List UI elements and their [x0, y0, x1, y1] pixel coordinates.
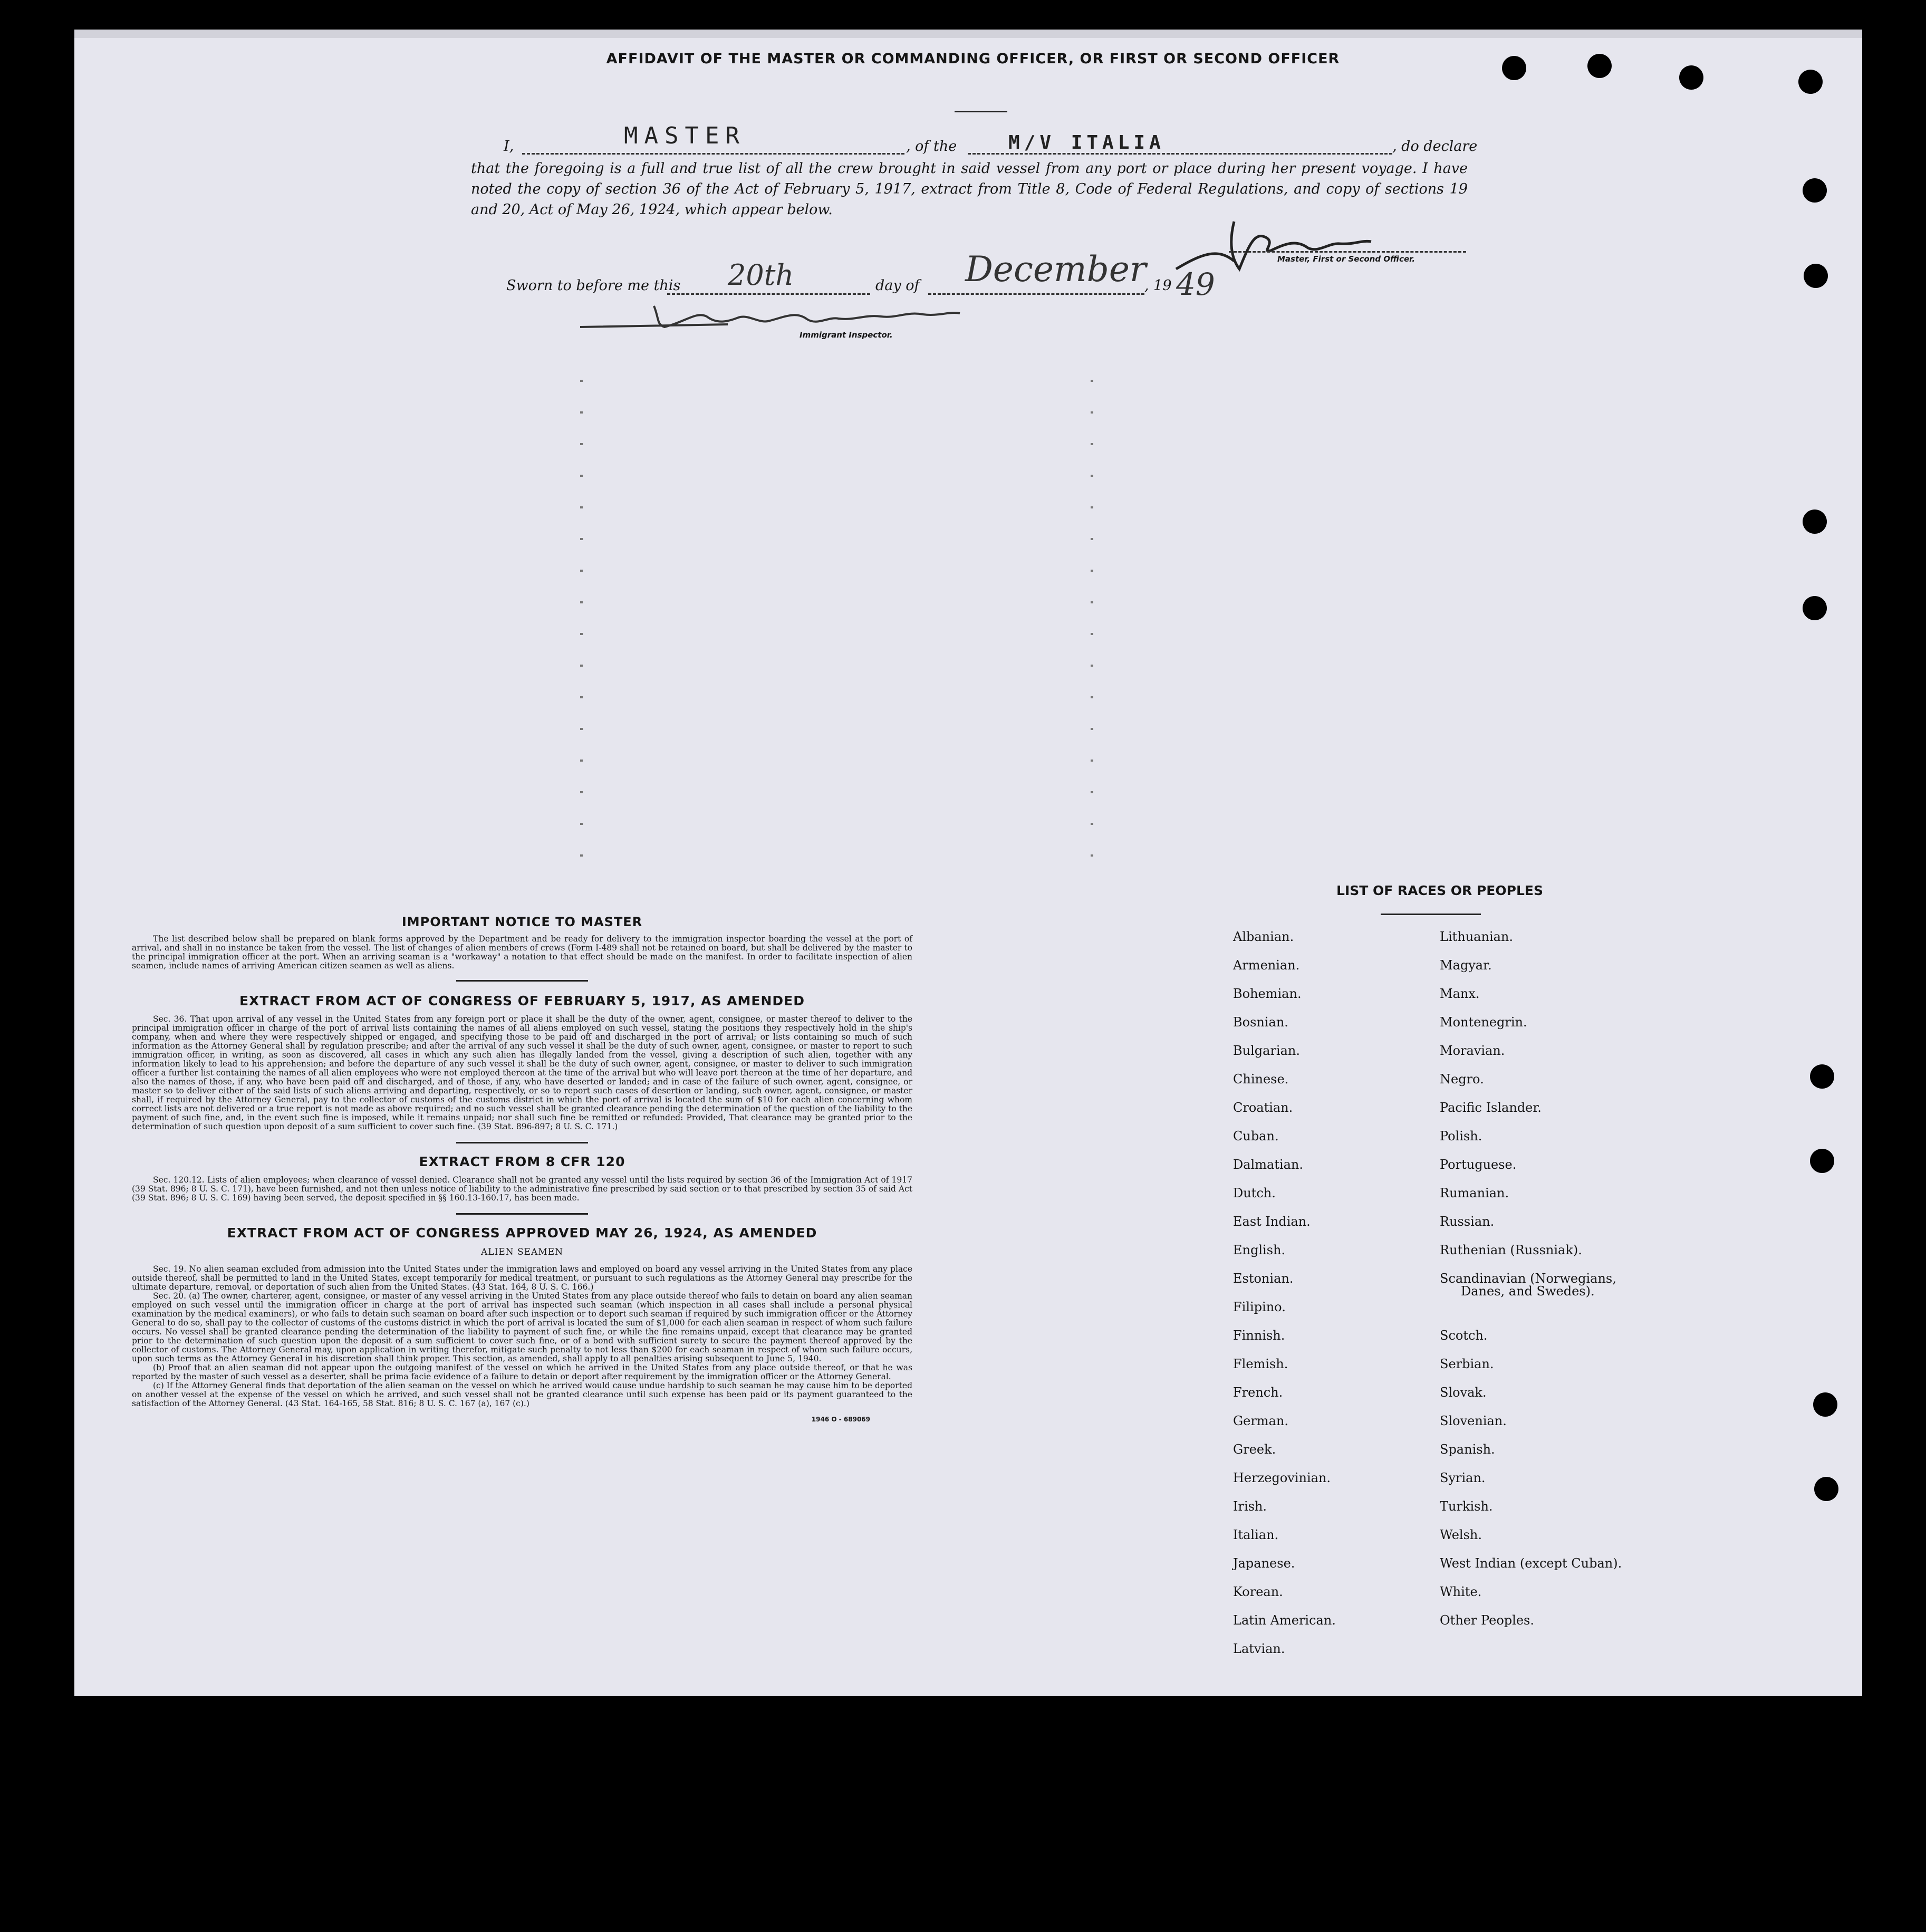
punch-hole	[1803, 178, 1827, 203]
page-top-edge	[74, 30, 1862, 38]
punch-hole	[1803, 596, 1827, 620]
master-signature	[1171, 211, 1392, 274]
race-item: Ruthenian (Russniak).	[1440, 1243, 1582, 1257]
race-item: Scotch.	[1440, 1328, 1488, 1343]
race-item: Manx.	[1440, 986, 1480, 1001]
section-divider	[456, 1142, 588, 1143]
race-item: Greek.	[1233, 1442, 1276, 1457]
column-guide-tick	[580, 380, 583, 382]
race-item: East Indian.	[1233, 1214, 1311, 1229]
sec-20a-paragraph: Sec. 20. (a) The owner, charterer, agent, consignee, or master of any vessel arriving in the United States from any place outside thereof who fails to detain on board any alien seaman employed on such vessel until the immigration officer in charge at the port of arrival has inspected such seaman (which inspection in all cases shall include a personal physical examination by the medical examiners), or who fails to detain such seaman on board after such inspection or to deport such seaman if required by such immigration officer or the Attorney General to do so, shall pay to the collector of customs of the customs district in which the port of arrival is located the sum of $1,000 for each alien seaman in respect of whom such failure occurs. No vessel shall be granted clearance pending the determination of the liability to payment of such fine, or while the fine remains unpaid, except that clearance may be granted prior to the determination of such question upon the deposit of a sum sufficient to cover such fine, or of a bond with sufficient surety to secure the payment thereof approved by the collector of customs. The Attorney General may, upon application in writing therefor, mitigate such penalty to not less than $200 for each seaman in respect of whom such failure occurs, upon such terms as the Attorney General in his discretion shall think proper. This section, as amended, shall apply to all penalties arising subsequent to June 5, 1940.	[132, 1291, 912, 1363]
print-code: 1946 O - 689069	[811, 1416, 870, 1423]
alien-seamen-subtitle: ALIEN SEAMEN	[481, 1247, 563, 1257]
punch-hole	[1679, 65, 1703, 90]
races-title-rule	[1381, 914, 1481, 915]
punch-hole	[1810, 1149, 1834, 1173]
race-item: Scandinavian (Norwegians,	[1440, 1271, 1616, 1286]
column-guide-tick	[1091, 601, 1093, 603]
race-item: Spanish.	[1440, 1442, 1495, 1457]
affidavit-title: AFFIDAVIT OF THE MASTER OR COMMANDING OFFICER, OR FIRST OR SECOND OFFICER	[606, 51, 1340, 67]
race-item: Japanese.	[1233, 1556, 1295, 1571]
race-item: Flemish.	[1233, 1357, 1288, 1371]
race-item: Chinese.	[1233, 1072, 1289, 1087]
extract-cfr-title: EXTRACT FROM 8 CFR 120	[419, 1154, 625, 1169]
of-the-label: , of the	[906, 138, 957, 155]
race-item: English.	[1233, 1243, 1286, 1257]
race-item: Polish.	[1440, 1129, 1482, 1143]
race-item: Bohemian.	[1233, 986, 1302, 1001]
master-dotline	[522, 153, 904, 155]
notice-title: IMPORTANT NOTICE TO MASTER	[401, 915, 643, 929]
punch-hole	[1813, 1392, 1837, 1417]
extract-1917-body	[132, 1015, 912, 1131]
column-guide-tick	[580, 411, 583, 414]
race-item: Croatian.	[1233, 1100, 1293, 1115]
column-guide-tick	[1091, 665, 1093, 667]
extract-cfr-body	[132, 1176, 912, 1203]
column-guide-tick	[580, 823, 583, 825]
punch-hole	[1587, 54, 1612, 78]
sworn-year-value: 49	[1176, 266, 1215, 302]
column-guide-tick	[1091, 760, 1093, 762]
punch-hole	[1814, 1477, 1838, 1501]
race-item: Welsh.	[1440, 1527, 1482, 1542]
notice-paragraph: The list described below shall be prepared on blank forms approved by the Department and be ready for delivery to the immigration inspector boarding the vessel at the port of arrival, and shall in no instance be taken from the vessel. The list of changes of alien members of crews (Form I-489 shall not be retained on board, but shall be delivered by the master to the principal immigration officer at the port. When an arriving seaman is a "workaway" a notation to that effect should be made on the manifest. In order to facilitate inspection of alien seamen, include names of arriving American citizen seamen as well as aliens.	[132, 934, 912, 970]
column-guide-tick	[580, 443, 583, 445]
race-item: Negro.	[1440, 1072, 1484, 1087]
races-title: LIST OF RACES OR PEOPLES	[1336, 883, 1543, 898]
inspector-label: Immigrant Inspector.	[800, 330, 893, 340]
race-item: Montenegrin.	[1440, 1015, 1527, 1030]
do-declare-label: , do declare	[1392, 138, 1478, 155]
race-item: Korean.	[1233, 1584, 1283, 1599]
race-item: Turkish.	[1440, 1499, 1493, 1514]
race-item: Danes, and Swedes).	[1461, 1284, 1595, 1299]
master-signature-label: Master, First or Second Officer.	[1277, 254, 1415, 264]
master-field-value: MASTER	[624, 122, 746, 149]
column-guide-tick	[580, 538, 583, 540]
race-item: Pacific Islander.	[1440, 1100, 1542, 1115]
column-guide-tick	[1091, 475, 1093, 477]
race-item: German.	[1233, 1414, 1288, 1428]
race-item: Dutch.	[1233, 1186, 1276, 1200]
column-guide-tick	[580, 506, 583, 508]
sec-20c-paragraph: (c) If the Attorney General finds that deportation of the alien seaman on the vessel on which he arrived would cause undue hardship to such seaman he may cause him to be deported on another vessel at the expense of the vessel on which he arrived, and such vessel shall not be granted clearance until such expense has been paid or its payment guaranteed to the satisfaction of the Attorney General. (43 Stat. 164-165, 58 Stat. 816; 8 U. S. C. 167 (a), 167 (c).)	[132, 1381, 912, 1408]
extract-cfr-paragraph: Sec. 120.12. Lists of alien employees; when clearance of vessel denied. Clearance shall not be granted any vessel until the lists required by section 36 of the Immigration Act of 1917 (39 Stat. 896; 8 U. S. C. 171), have been furnished, and not then unless notice of liability to the administrative fine prescribed by said section or to that prescribed by section 35 of said Act (39 Stat. 896; 8 U. S. C. 169) having been served, the deposit specified in §§ 160.13-160.17, has been made.	[132, 1175, 912, 1203]
race-item: Herzegovinian.	[1233, 1470, 1331, 1485]
sworn-day-dotline	[667, 293, 870, 295]
master-signature-line	[1229, 251, 1466, 253]
race-item: Cuban.	[1233, 1129, 1279, 1143]
race-item: Lithuanian.	[1440, 929, 1514, 944]
race-item: Moravian.	[1440, 1043, 1505, 1058]
punch-hole	[1798, 70, 1823, 94]
race-item: West Indian (except Cuban).	[1440, 1556, 1622, 1571]
race-item: Latvian.	[1233, 1641, 1285, 1656]
column-guide-tick	[1091, 728, 1093, 730]
column-guide-tick	[1091, 570, 1093, 572]
column-guide-tick	[1091, 823, 1093, 825]
column-guide-tick	[1091, 854, 1093, 857]
sworn-month-value: December	[965, 249, 1147, 290]
race-item: Bosnian.	[1233, 1015, 1288, 1030]
column-guide-tick	[580, 728, 583, 730]
affidavit-title-rule	[955, 111, 1007, 112]
race-item: Magyar.	[1440, 958, 1492, 973]
notice-body	[132, 935, 912, 970]
column-guide-tick	[580, 601, 583, 603]
extract-1917-title: EXTRACT FROM ACT OF CONGRESS OF FEBRUARY 5, 1917, AS AMENDED	[239, 993, 805, 1008]
column-guide-tick	[1091, 443, 1093, 445]
race-item: Armenian.	[1233, 958, 1300, 973]
race-item: White.	[1440, 1584, 1482, 1599]
inspector-signature	[570, 295, 970, 338]
race-item: Estonian.	[1233, 1271, 1294, 1286]
column-guide-tick	[580, 854, 583, 857]
sworn-day-value: 20th	[728, 258, 794, 292]
race-item: Rumanian.	[1440, 1186, 1509, 1200]
column-guide-tick	[580, 791, 583, 793]
race-item: Other Peoples.	[1440, 1613, 1534, 1628]
punch-hole	[1803, 510, 1827, 534]
column-guide-tick	[580, 570, 583, 572]
sworn-month-dotline	[928, 293, 1144, 295]
affidavit-i-label: I,	[504, 138, 514, 155]
column-guide-tick	[580, 665, 583, 667]
affidavit-declaration: that the foregoing is a full and true list of all the crew brought in said vessel from any port or place during her present voyage. I have noted the copy of section 36 of the Act of February 5, 1917, extract from Title 8, Code of Federal Regulations, and copy of sections 19 and 20, Act of May 26, 1924, which appear below.	[471, 160, 1468, 218]
race-item: Bulgarian.	[1233, 1043, 1300, 1058]
column-guide-tick	[1091, 791, 1093, 793]
day-of-label: day of	[875, 277, 920, 294]
punch-hole	[1810, 1064, 1834, 1089]
race-item: Russian.	[1440, 1214, 1495, 1229]
extract-1924-body	[132, 1265, 912, 1408]
sworn-label: Sworn to before me this	[506, 277, 681, 294]
race-item: Slovak.	[1440, 1385, 1487, 1400]
race-item: Slovenian.	[1440, 1414, 1507, 1428]
race-item: Serbian.	[1440, 1357, 1494, 1371]
column-guide-tick	[1091, 506, 1093, 508]
column-guide-tick	[580, 633, 583, 635]
sec-19-paragraph: Sec. 19. No alien seaman excluded from admission into the United States under the immigration laws and employed on board any vessel arriving in the United States from any place outside thereof, shall be permitted to land in the United States, except temporarily for medical treatment, or pursuant to such regulations as the Attorney General may prescribe for the ultimate departure, removal, or deportation of such alien from the United States. (43 Stat. 164, 8 U. S. C. 166.)	[132, 1264, 912, 1292]
extract-1917-paragraph: Sec. 36. That upon arrival of any vessel in the United States from any foreign port or place it shall be the duty of the owner, agent, consignee, or master thereof to deliver to the principal immigration officer in charge of the port of arrival lists containing the names of all aliens employed on such vessel, stating the positions they respectively hold in the ship's company, when and where they were respectively shipped or engaged, and specifying those to be paid off and discharged in the port of arrival; or lists containing so much of such information as the Attorney General shall by regulation prescribe; and after the arrival of any such vessel it shall be the duty of such owner, agent, consignee, or master to report to such immigration officer, in writing, as soon as discovered, all cases in which any such alien has illegally landed from the vessel, giving a description of such alien, together with any information likely to lead to his apprehension; and before the departure of any such vessel it shall be the duty of such owner, agent, consignee, or master to deliver to such immigration officer a further list containing the names of all alien employees who were not employed thereon at the time of the arrival but who will leave port thereon at the time of her departure, and also the names of those, if any, who have been paid off and discharged, and of those, if any, who have deserted or landed; and in case of the failure of such owner, agent, consignee, or master so to deliver either of the said lists of such aliens arriving and departing, respectively, or so to report such cases of desertion or landing, such owner, agent, consignee, or master shall, if required by the Attorney General, pay to the collector of customs of the customs district in which the port of arrival is located the sum of $10 for each alien concerning whom correct lists are not delivered or a true report is not made as above required; and no such vessel shall be granted clearance pending the determination of the question of the liability to the payment of such fine, and, in the event such fine is imposed, while it remains unpaid; nor shall such fine be remitted or refunded: Provided, That clearance may be granted prior to the determination of such question upon deposit of a sum sufficient to cover such fine. (39 Stat. 896-897; 8 U. S. C. 171.)	[132, 1014, 912, 1131]
column-guide-tick	[1091, 696, 1093, 698]
extract-1924-title: EXTRACT FROM ACT OF CONGRESS APPROVED MAY 26, 1924, AS AMENDED	[227, 1225, 817, 1241]
race-item: Latin American.	[1233, 1613, 1336, 1628]
vessel-field-value: M/V ITALIA	[1008, 132, 1165, 153]
race-item: Dalmatian.	[1233, 1157, 1304, 1172]
punch-hole	[1502, 56, 1526, 80]
column-guide-tick	[1091, 411, 1093, 414]
race-item: Syrian.	[1440, 1470, 1486, 1485]
race-item: Filipino.	[1233, 1300, 1286, 1314]
column-guide-tick	[580, 696, 583, 698]
column-guide-tick	[580, 475, 583, 477]
race-item: Finnish.	[1233, 1328, 1285, 1343]
punch-hole	[1804, 264, 1828, 288]
column-guide-tick	[1091, 633, 1093, 635]
column-guide-tick	[1091, 380, 1093, 382]
year-prefix-label: , 19	[1144, 277, 1172, 294]
sec-20b-paragraph: (b) Proof that an alien seaman did not appear upon the outgoing manifest of the vessel on which he arrived in the United States from any place outside thereof, or that he was reported by the master of such vessel as a deserter, shall be prima facie evidence of a failure to detain or deport after requirement by the immigration officer or the Attorney General.	[132, 1363, 912, 1381]
notice-column	[132, 915, 912, 1423]
race-item: Portuguese.	[1440, 1157, 1517, 1172]
section-divider	[456, 980, 588, 982]
section-divider	[456, 1213, 588, 1215]
race-item: Italian.	[1233, 1527, 1279, 1542]
race-item: French.	[1233, 1385, 1283, 1400]
column-guide-tick	[1091, 538, 1093, 540]
column-guide-tick	[580, 760, 583, 762]
race-item: Albanian.	[1233, 929, 1294, 944]
race-item: Irish.	[1233, 1499, 1267, 1514]
